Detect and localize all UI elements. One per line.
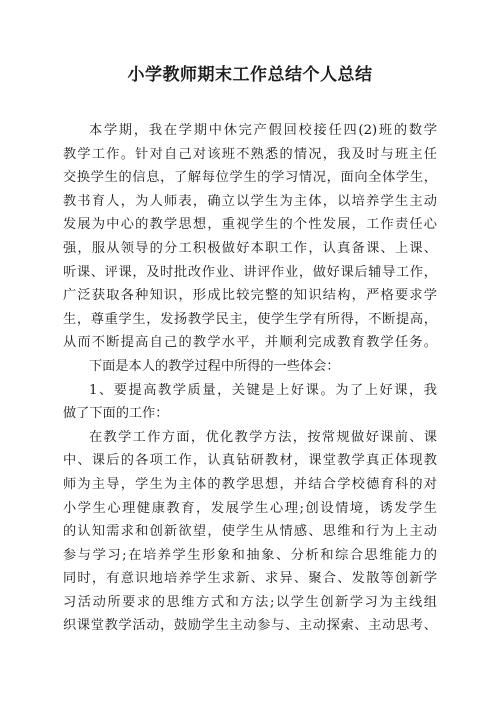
text-line: 听课、评课，及时批改作业、讲评作业，做好课后辅导工作， (63, 264, 437, 280)
text-line: 交换学生的信息，了解每位学生的学习情况，面向全体学生， (63, 170, 437, 186)
text-line: 参与学习;在培养学生形象和抽象、分析和综合思维能力的 (63, 547, 437, 563)
text-line: 做了下面的工作： (63, 406, 169, 422)
text-line: 织课堂教学活动，鼓励学生主动参与、主动探索、主动思考、 (63, 618, 437, 634)
text-line: 小学生心理健康教育，发展学生心理;创设情境，诱发学生 (63, 500, 437, 516)
text-line: 同时，有意识地培养学生求新、求异、聚合、发散等创新学 (63, 571, 437, 587)
text-line: 师为主导，学生为主体的教学思想，并结合学校德育科的对 (63, 476, 437, 492)
document-title: 小学教师期末工作总结个人总结 (127, 65, 373, 85)
text-line: 教书育人，为人师表，确立以学生为主体，以培养学生主动 (63, 193, 437, 209)
text-line: 本学期，我在学期中休完产假回校接任四(2)班的数学 (89, 123, 437, 138)
text-line: 教学工作。针对自己对该班不熟悉的情况，我及时与班主任 (63, 146, 437, 162)
text-line: 发展为中心的教学思想，重视学生的个性发展，工作责任心 (63, 217, 437, 233)
text-line: 中、课后的各项工作，认真钻研教材，课堂教学真正体现教 (63, 453, 437, 469)
text-line: 在教学工作方面，优化教学方法，按常规做好课前、课 (89, 429, 437, 445)
document-body (63, 119, 437, 638)
text-line: 下面是本人的教学过程中所得的一些体会： (89, 358, 340, 374)
text-line: 1、要提高教学质量，关键是上好课。为了上好课，我 (89, 382, 437, 398)
text-line: 习活动所要求的思维方式和方法;以学生创新学习为主线组 (63, 594, 437, 610)
text-line: 生，尊重学生，发扬教学民主，使学生学有所得，不断提高， (63, 311, 437, 327)
text-line: 的认知需求和创新欲望，使学生从情感、思维和行为上主动 (63, 524, 437, 540)
text-line: 从而不断提高自己的教学水平，并顺利完成教育教学任务。 (63, 335, 437, 351)
text-line: 广泛获取各种知识，形成比较完整的知识结构，严格要求学 (63, 288, 437, 304)
text-line: 强，服从领导的分工积极做好本职工作，认真备课、上课、 (63, 240, 437, 256)
